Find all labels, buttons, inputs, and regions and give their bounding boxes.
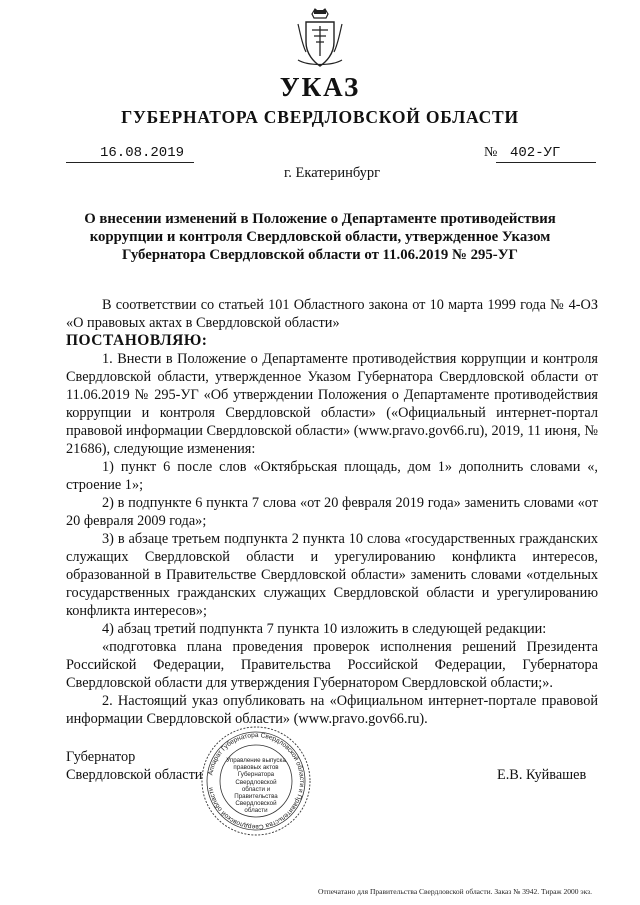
date-underline	[66, 162, 174, 163]
decree-word: ПОСТАНОВЛЯЮ:	[66, 332, 208, 349]
city: г. Екатеринбург	[284, 165, 381, 181]
coat-of-arms-icon	[294, 8, 346, 70]
date-underline-extension	[174, 162, 194, 163]
paragraph-1: 1. Внести в Положение о Департаменте противодействия коррупции и контроля Свердловской области, утвержденное Указом Губернатора Свердловской области от 11.06.2019 № 295-УГ «Об утверждении Положения о Департаменте противодействия коррупции и контроля Свердловской области» («Официальный интернет-портал правовой информации Свердловской области» (www.pravo.gov66.ru), 2019, 11 июня, № 21686), следующие изменения:	[66, 351, 598, 457]
signatory-name: Е.В. Куйвашев	[497, 767, 587, 783]
stamp-ring-text: Аппарат Губернатора Свердловской области и Правительства Свердловской области	[207, 731, 306, 831]
stamp-inner-text: Управление выпуска правовых актов Губернатора Свердловской области и Правительства Свердловской области	[226, 757, 286, 815]
print-footer: Отпечатано для Правительства Свердловской области. Заказ № 3942. Тираж 2000 экз.	[318, 887, 592, 896]
number-sign: №	[484, 145, 498, 160]
subparagraph-4: 4) абзац третий подпункта 7 пункта 10 изложить в следующей редакции:	[102, 621, 547, 637]
number-underline	[496, 162, 596, 163]
preamble: В соответствии со статьей 101 Областного закона от 10 марта 1999 года № 4-ОЗ «О правовых актах в Свердловской области»	[66, 297, 598, 331]
document-date: 16.08.2019	[100, 145, 185, 161]
paragraph-2: 2. Настоящий указ опубликовать на «Официальном интернет-портале правовой информации Свердловской области» (www.pravo.gov66.ru).	[66, 693, 598, 727]
position-line-1: Губернатор	[66, 749, 136, 765]
signatory-position	[66, 748, 202, 784]
document-body	[66, 296, 598, 728]
subparagraph-2: 2) в подпункте 6 пункта 7 слова «от 20 февраля 2019 года» заменить словами «от 20 февраля 2009 года»;	[66, 495, 598, 529]
quoted-text: «подготовка плана проведения проверок исполнения решений Президента Российской Федерации, Правительства Российской Федерации, Губернатора Свердловской области для утверждения Губернатором Свердловской области;».	[66, 639, 598, 691]
document-subtitle: ГУБЕРНАТОРА СВЕРДЛОВСКОЙ ОБЛАСТИ	[121, 107, 519, 127]
subparagraph-1: 1) пункт 6 после слов «Октябрьская площадь, дом 1» дополнить словами «, строение 1»;	[66, 459, 598, 493]
subparagraph-3: 3) в абзаце третьем подпункта 2 пункта 10 слова «государственных гражданских служащих Свердловской области и урегулированию конфликта интересов, образованной в Правительстве Свердловской области» заменить словами «отдельных государственных гражданских служащих Свердловской области и урегулированию конфликта интересов»;	[66, 531, 598, 619]
document-heading: О внесении изменений в Положение о Департаменте противодействия коррупции и контроля Свердловской области, утвержденное Указом Губернатора Свердловской области от 11.06.2019 № 295-УГ	[84, 211, 556, 263]
position-line-2: Свердловской области	[66, 767, 203, 783]
document-title: УКАЗ	[279, 72, 361, 102]
document-number: 402-УГ	[510, 145, 561, 161]
